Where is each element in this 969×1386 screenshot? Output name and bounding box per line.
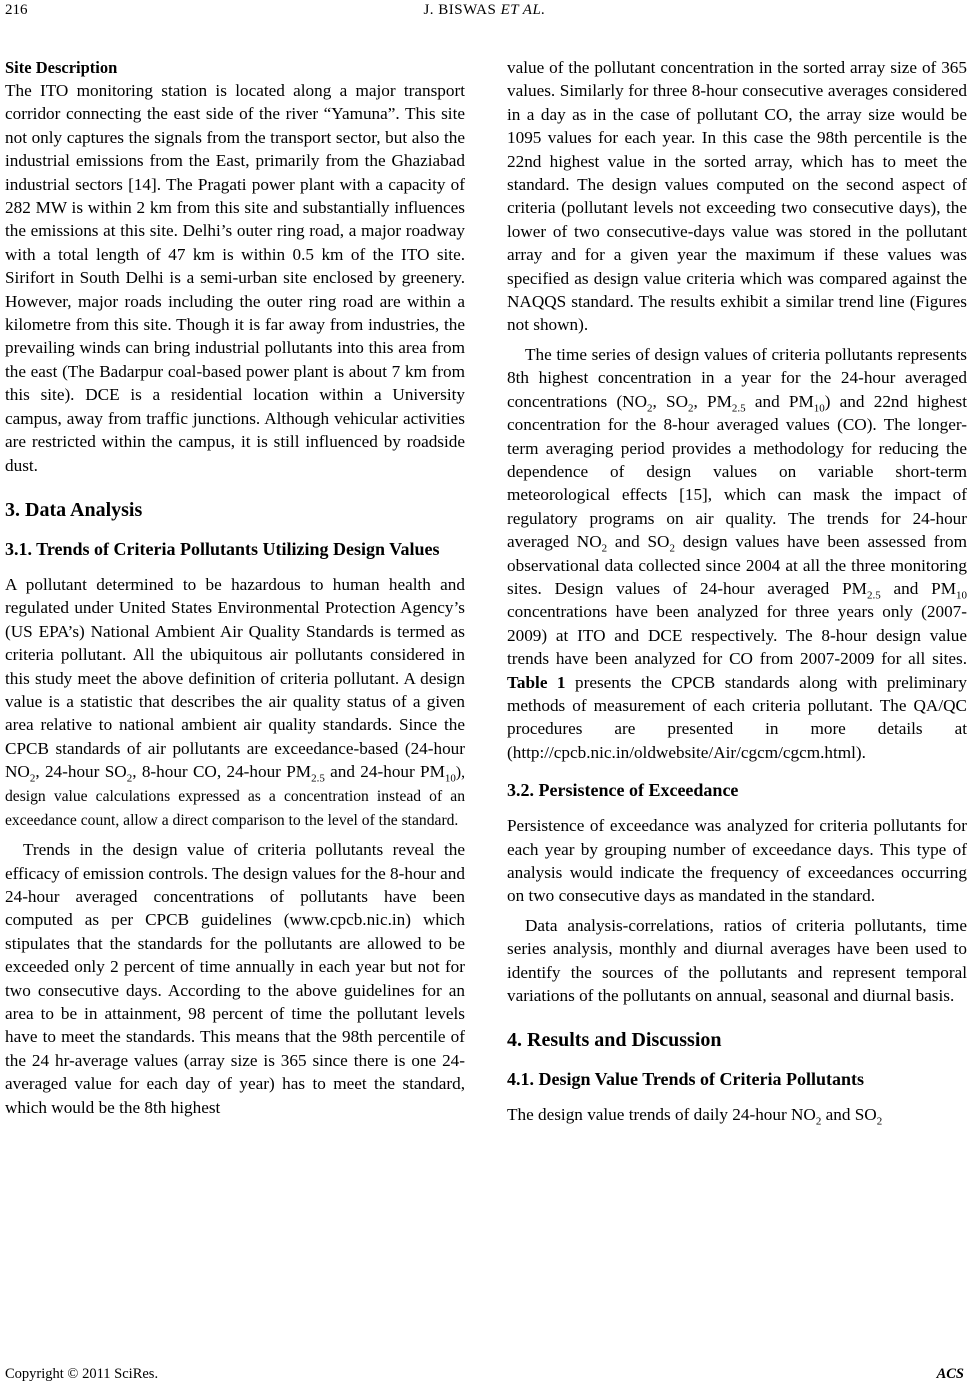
running-title-author: J. BISWAS [423,2,497,18]
section-4-1-title: 4.1. Design Value Trends of Criteria Pollutants [507,1069,865,1090]
left-column [5,56,465,1119]
journal-abbrev: ACS [936,1366,964,1382]
section-3-2-title: 3.2. Persistence of Exceedance [507,780,739,801]
design-value-trends-paragraph: Trends in the design value of criteria pollutants reveal the efficacy of emission controls. The design values for the 8-hour and 24-hour averaged concentrations of pollutants have been computed as per CPCB guidelines (www.cpcb.nic.in) which stipulates that the standards for the pollutants are allowed to be exceeded only 2 percent of time annually in each year but not for two consecutive days. According to the above guidelines for an area to be in attainment, 98 percent of time the pollutant levels have to meet the standards. This means that the 98th percentile of the 24 hr-average values (array size is 365 since there is one 24-averaged value for each day of year) has to meet the standard, which would be the 8th highest [5,840,465,1117]
time-series-paragraph: The time series of design values of criteria pollutants represents 8th highest concentration in a year for the 24-hour averaged concentrations ($NO_2$, $SO_2$, $PM_{2.5}$ and $PM_{10}$) and 22nd highest concentration for the 8-hour averaged values (CO). The longer-term averaging period provides a methodology for reducing the dependence of design values on variable short-term meteorological effects [15], which can mask the impact of regulatory programs on air quality. The trends for 24-hour averaged $NO_2$ and $SO_2$ design values have been assessed from observational data collected since 2004 at all the three monitoring sites. Design values of 24-hour averaged $PM_{2.5}$ and $PM_{10}$ concentrations have been analyzed for three years only (2007-2009) at ITO and DCE respectively. The 8-hour design value trends have been analyzed for CO from 2007-2009 for all sites. Table 1 presents the CPCB standards along with preliminary methods of measurement of each criteria pollutant. The QA/QC procedures are presented in more details at (http://cpcb.nic.in/oldwebsite/Air/cgcm/cgcm.html). [507,344,968,762]
page-header [0,0,969,24]
sorted-array-paragraph: value of the pollutant concentration in the sorted array size of 365 values. Similarly for three 8-hour consecutive averages considered in a day as in the case of pollutant CO, the array size would be 1095 values for each year. In this case the 98th percentile is the 22nd highest value in the sorted array, which has to meet the standard. The design values computed on the second aspect of criteria (pollutant levels not exceeding two consecutive days), the lower of two consecutive-days value was stored in the pollutant array and for a given year the maximum if these values was specified as design value criteria which was compared against the NAQQS standard. The results exhibit a similar trend line (Figures not shown). [507,58,967,335]
page-number: 216 [5,2,28,18]
right-column [507,56,967,1127]
section-4-title: 4. Results and Discussion [507,1029,722,1052]
section-3-title: 3. Data Analysis [5,498,143,521]
copyright-notice: Copyright © 2011 SciRes. [5,1366,159,1382]
section-3-1-title: 3.1. Trends of Criteria Pollutants Utilizing Design Values [5,538,440,559]
site-description-heading: Site Description [5,58,118,77]
page-footer [5,1366,964,1383]
running-title-etal: ET AL. [500,2,546,18]
data-analysis-paragraph: Data analysis-correlations, ratios of criteria pollutants, time series analysis, monthly and diurnal averages have been used to identify the sources of the pollutants and represent temporal variations of the pollutants on annual, seasonal and diurnal basis. [507,915,967,1006]
criteria-pollutant-paragraph: A pollutant determined to be hazardous to human health and regulated under United States Environmental Protection Agency’s (US EPA’s) National Ambient Air Quality Standards is termed as criteria pollutant. All the ubiquitous air pollutants considered in this study meet the above definition of criteria pollutant. A design value is a statistic that describes the air quality status of a given area relative to national ambient air quality standards. Since the CPCB standards of air pollutants are exceedance-based (24-hour $NO_2$, 24-hour $SO_2$, 8-hour CO, 24-hour $PM_{2.5}$ and 24-hour $PM_{10}$), design value calculations expressed as a concentration instead of an exceedance count, allow a direct comparison to the level of the standard. [5,574,465,830]
persistence-paragraph: Persistence of exceedance was analyzed for criteria pollutants for each year by grouping number of exceedance days. This type of analysis would indicate the frequency of exceedances occurring on two consecutive days as mandated in the standard. [507,816,967,906]
site-description-paragraph: The ITO monitoring station is located along a major transport corridor connecting the east side of the river “Yamuna”. This site not only captures the signals from the transport sector, but also the industrial emissions from the East, primarily from the Ghaziabad industrial sectors [14]. The Pragati power plant with a capacity of 282 MW is within 2 km from this site and substantially influences the emissions at this site. Delhi’s outer ring road, a major roadway with a total length of 47 km is within 0.5 km of the ITO site. Sirifort in South Delhi is a semi-urban site enclosed by greenery. However, major roads including the outer ring road are within a kilometre from this site. Though it is far away from industries, the prevailing winds can bring industrial pollutants into this area from the east (The Badarpur coal-based power plant is about 7 km from this site). DCE is a residential location within a University campus, away from traffic junctions. Although vehicular activities are restricted within the campus, it is still influenced by roadside dust. [5,81,465,475]
table-1-reference: Table 1 [507,672,566,692]
running-title [0,2,969,19]
design-value-trends-start-paragraph: The design value trends of daily 24-hour $NO_2$ and $SO_2$ [507,1105,883,1128]
